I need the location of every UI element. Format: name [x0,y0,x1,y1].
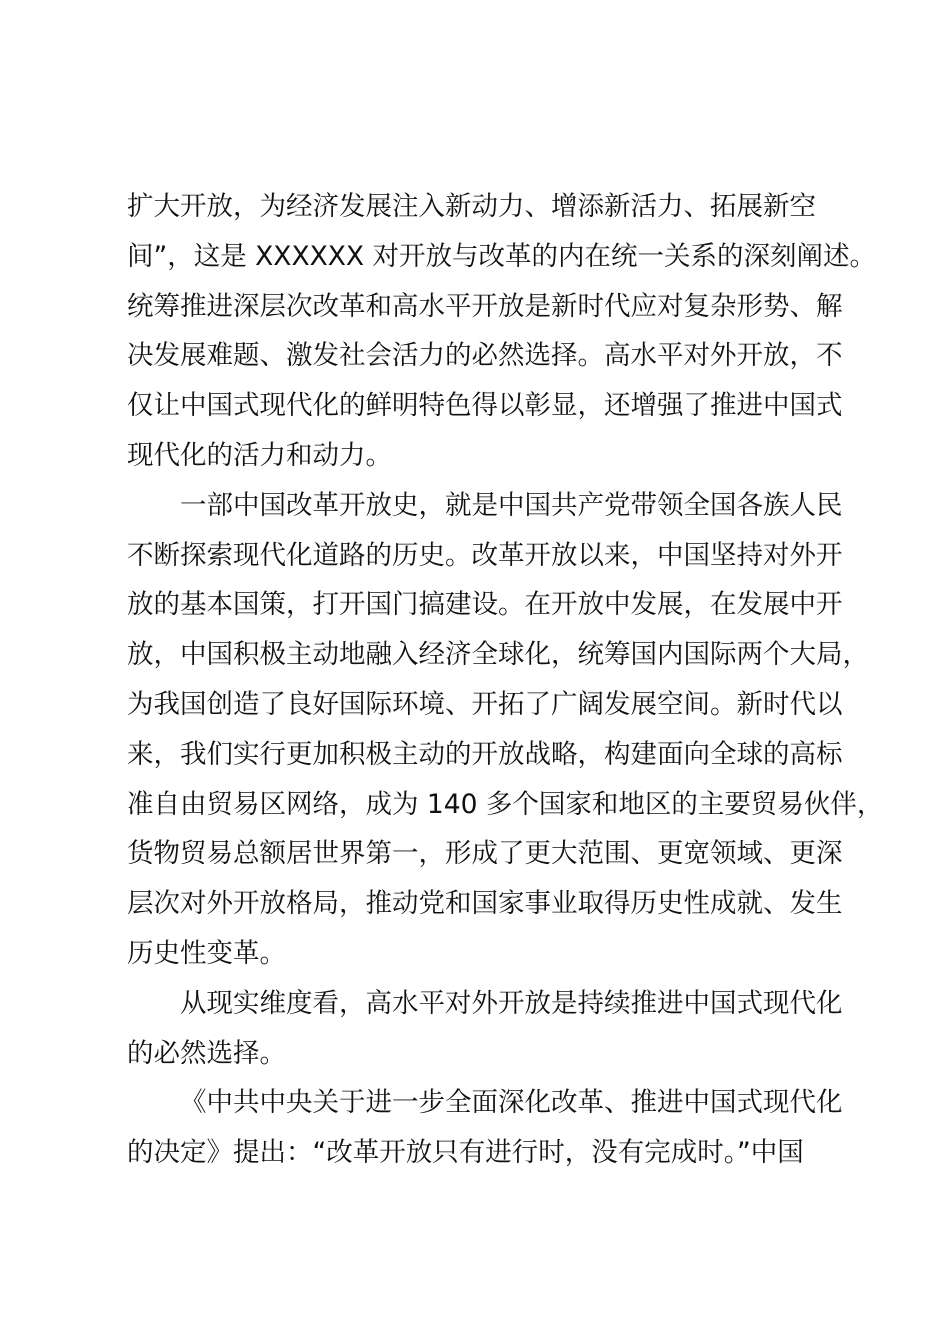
text-line: 放，中国积极主动地融入经济全球化，统筹国内国际两个大局， [127,639,869,671]
text-line: 历史性变革。 [127,937,286,969]
text-line: 为我国创造了良好国际环境、开拓了广阔发展空间。新时代以 [127,688,843,720]
paragraph-4 [127,1082,843,1182]
text-line: 仅让中国式现代化的鲜明特色得以彰显，还增强了推进中国式 [127,390,843,422]
text-line: 不断探索现代化道路的历史。改革开放以来，中国坚持对外开 [127,539,843,571]
text-line: 准自由贸易区网络，成为 140 多个国家和地区的主要贸易伙伴， [127,788,884,820]
paragraph-2 [127,485,884,983]
text-line: 从现实维度看，高水平对外开放是持续推进中国式现代化 [180,987,843,1019]
text-line: 决发展难题、激发社会活力的必然选择。高水平对外开放，不 [127,340,843,372]
text-line: 来，我们实行更加积极主动的开放战略，构建面向全球的高标 [127,738,843,770]
text-line: 一部中国改革开放史，就是中国共产党带领全国各族人民 [180,489,843,521]
text-line: 的决定》提出：“改革开放只有进行时，没有完成时。”中国 [127,1137,804,1169]
text-line: 《中共中央关于进一步全面深化改革、推进中国式现代化 [180,1087,843,1119]
text-line: 层次对外开放格局，推动党和国家事业取得历史性成就、发生 [127,888,843,920]
text-line: 货物贸易总额居世界第一，形成了更大范围、更宽领域、更深 [127,838,843,870]
text-line: 间”，这是 XXXXXX 对开放与改革的内在统一关系的深刻阐述。 [127,240,876,272]
text-line: 扩大开放，为经济发展注入新动力、增添新活力、拓展新空 [127,191,816,222]
text-line: 的必然选择。 [127,1037,286,1069]
text-line: 现代化的活力和动力。 [127,439,392,471]
paragraph-3 [127,983,843,1083]
text-line: 放的基本国策，打开国门搞建设。在开放中发展，在发展中开 [127,589,843,621]
document-body [127,186,884,1182]
paragraph-1 [127,186,876,485]
text-line: 统筹推进深层次改革和高水平开放是新时代应对复杂形势、解 [127,290,843,322]
